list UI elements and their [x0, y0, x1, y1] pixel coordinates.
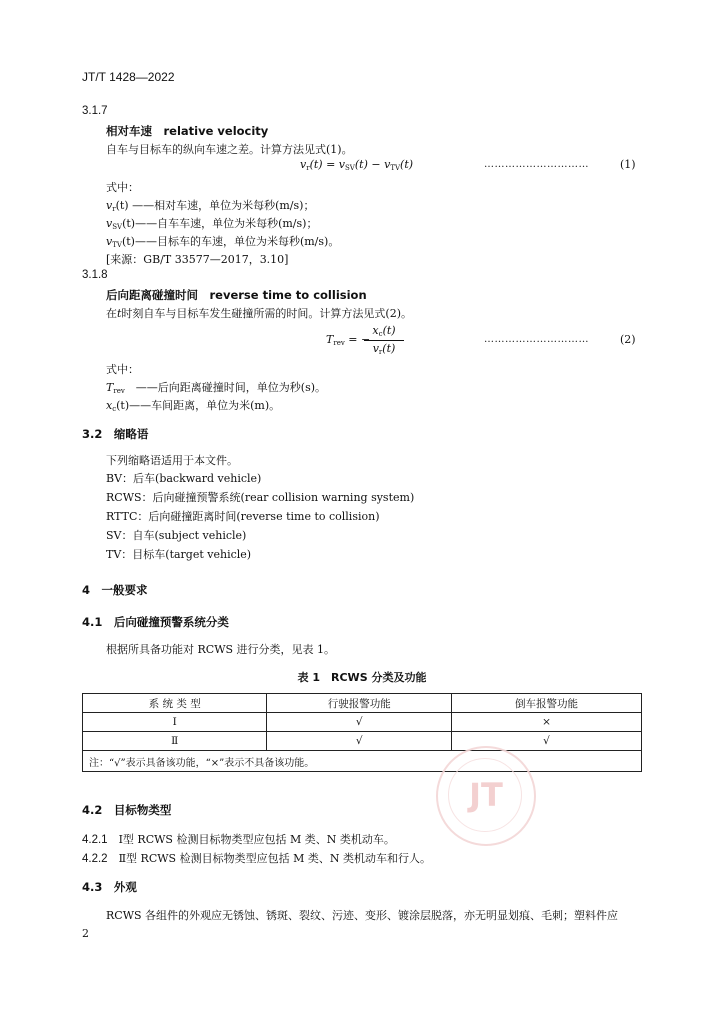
page-number: 2	[82, 927, 89, 940]
table-header-cell: 倒车报警功能	[451, 694, 641, 713]
table-cell: √	[451, 732, 641, 751]
standard-number: JT/T 1428—2022	[82, 70, 175, 84]
watermark-stamp	[436, 746, 536, 846]
equation-2-number: (2)	[620, 333, 636, 346]
abbreviation-item: BV：后车(backward vehicle)	[106, 472, 262, 485]
definition-trev: $T_{rev}$ ——后向距离碰撞时间，单位为秒(s)。	[106, 381, 327, 395]
abbreviation-item: RTTC：后向碰撞距离时间(reverse time to collision)	[106, 510, 380, 523]
clause-4-2-2: 4.2.2 Ⅱ型 RCWS 检测目标物类型应包括 M 类、N 类机动车和行人。	[82, 852, 431, 865]
abbreviation-item: SV：自车(subject vehicle)	[106, 529, 247, 542]
clause-4-3-heading: 4.3 外观	[82, 880, 137, 894]
definition-vtv: $v_{TV}(t)——$目标车的车速，单位为米每秒(m/s)。	[106, 235, 340, 249]
equation-1-leader: …………………………	[484, 159, 589, 170]
table-1-caption: 表 1 RCWS 分类及功能	[297, 671, 427, 684]
abbreviation-item: TV：目标车(target vehicle)	[106, 548, 252, 561]
table-cell: √	[267, 713, 451, 732]
equation-1: $v_r(t) = v_{SV}(t) - v_{TV}(t)$	[300, 158, 414, 172]
equation-2-leader: …………………………	[484, 334, 589, 345]
definition-vsv: $v_{SV}(t)——$自车车速，单位为米每秒(m/s)；	[106, 217, 318, 231]
where-label-2: 式中：	[106, 363, 139, 376]
table-row	[83, 732, 642, 751]
definition-xc: $x_c(t)——$车间距离，单位为米(m)。	[106, 399, 281, 413]
clause-4-2-heading: 4.2 目标物类型	[82, 803, 172, 817]
fraction-bar	[364, 340, 404, 341]
abbreviation-item: RCWS：后向碰撞预警系统(rear collision warning system)	[106, 491, 415, 504]
clause-4-3-description: RCWS 各组件的外观应无锈蚀、锈斑、裂纹、污迹、变形、镀涂层脱落，亦无明显划痕、毛刺；塑料件应	[106, 909, 619, 922]
equation-1-number: (1)	[620, 158, 636, 171]
where-label: 式中：	[106, 181, 139, 194]
table-note-row	[83, 751, 642, 772]
clause-4-heading: 4 一般要求	[82, 583, 148, 597]
watermark-text: JT	[469, 776, 503, 814]
clause-3-1-7-description: 自车与目标车的纵向车速之差。计算方法见式(1)。	[106, 143, 353, 156]
abbreviation-intro: 下列缩略语适用于本文件。	[106, 454, 238, 467]
equation-2-lhs: $T_{rev}$ = −	[326, 333, 371, 347]
clause-3-1-7-number: 3.1.7	[82, 105, 108, 117]
equation-2-denominator: $v_r(t)$	[372, 342, 396, 356]
table-cell: ×	[451, 713, 641, 732]
clause-4-1-heading: 4.1 后向碰撞预警系统分类	[82, 615, 229, 629]
table-header-cell: 系 统 类 型	[83, 694, 267, 713]
table-header-cell: 行驶报警功能	[267, 694, 451, 713]
table-cell: √	[267, 732, 451, 751]
source-reference: [来源：GB/T 33577—2017，3.10]	[106, 253, 289, 266]
table-note: 注：“√”表示具备该功能，“×”表示不具备该功能。	[83, 751, 642, 772]
clause-4-1-description: 根据所具备功能对 RCWS 进行分类，见表 1。	[106, 643, 336, 656]
table-cell: Ⅱ	[83, 732, 267, 751]
clause-3-1-7-title: 相对车速 relative velocity	[106, 124, 269, 138]
clause-3-1-8-number: 3.1.8	[82, 269, 108, 281]
table-cell: Ⅰ	[83, 713, 267, 732]
clause-3-2-heading: 3.2 缩略语	[82, 427, 149, 441]
equation-2-numerator: $x_c(t)$	[372, 324, 396, 338]
clause-3-1-8-description: 在t时刻自车与目标车发生碰撞所需的时间。计算方法见式(2)。	[106, 307, 413, 320]
classification-table	[82, 693, 642, 772]
definition-vr: $v_r(t)$ ——相对车速，单位为米每秒(m/s)；	[106, 199, 315, 213]
clause-3-1-8-title: 后向距离碰撞时间 reverse time to collision	[106, 288, 367, 302]
table-row	[83, 713, 642, 732]
table-header-row	[83, 694, 642, 713]
clause-4-2-1: 4.2.1 Ⅰ型 RCWS 检测目标物类型应包括 M 类、N 类机动车。	[82, 833, 395, 846]
